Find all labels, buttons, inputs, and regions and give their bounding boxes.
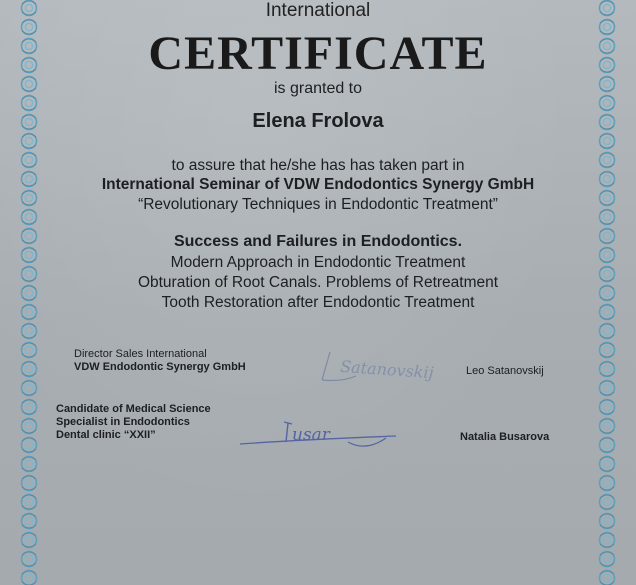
assurance-line: to assure that he/she has has taken part in [171,157,465,174]
signatory-2-name: Natalia Busarova [460,431,550,443]
signatory-2-specialty: Specialist in Endodontics [56,416,190,428]
certificate-header: International [265,0,371,21]
certificate-title: CERTIFICATE [148,27,488,80]
course-topic: Tooth Restoration after Endodontic Treatment [161,294,475,311]
seminar-subtitle: “Revolutionary Techniques in Endodontic Treatment” [138,196,498,213]
signatory-2-clinic: Dental clinic “XXII” [56,429,156,441]
seminar-title: International Seminar of VDW Endodontics Synergy GmbH [101,176,535,193]
granted-line: is granted to [273,80,363,97]
course-topic: Modern Approach in Endodontic Treatment [170,254,466,271]
signatory-2-degree: Candidate of Medical Science [56,403,211,415]
course-heading: Success and Failures in Endodontics. [173,233,463,250]
signature-2-handwritten [236,410,401,452]
signatory-1-company: VDW Endodontic Synergy GmbH [74,361,246,373]
svg-text:usar: usar [292,425,330,445]
recipient-name: Elena Frolova [252,110,384,132]
course-topic: Obturation of Root Canals. Problems of Retreatment [137,274,499,291]
signatory-1-title: Director Sales International [74,348,207,360]
svg-text:Satanovskij: Satanovskij [339,356,435,383]
signature-1-handwritten [312,342,442,392]
signatory-1-name: Leo Satanovskij [466,365,544,377]
